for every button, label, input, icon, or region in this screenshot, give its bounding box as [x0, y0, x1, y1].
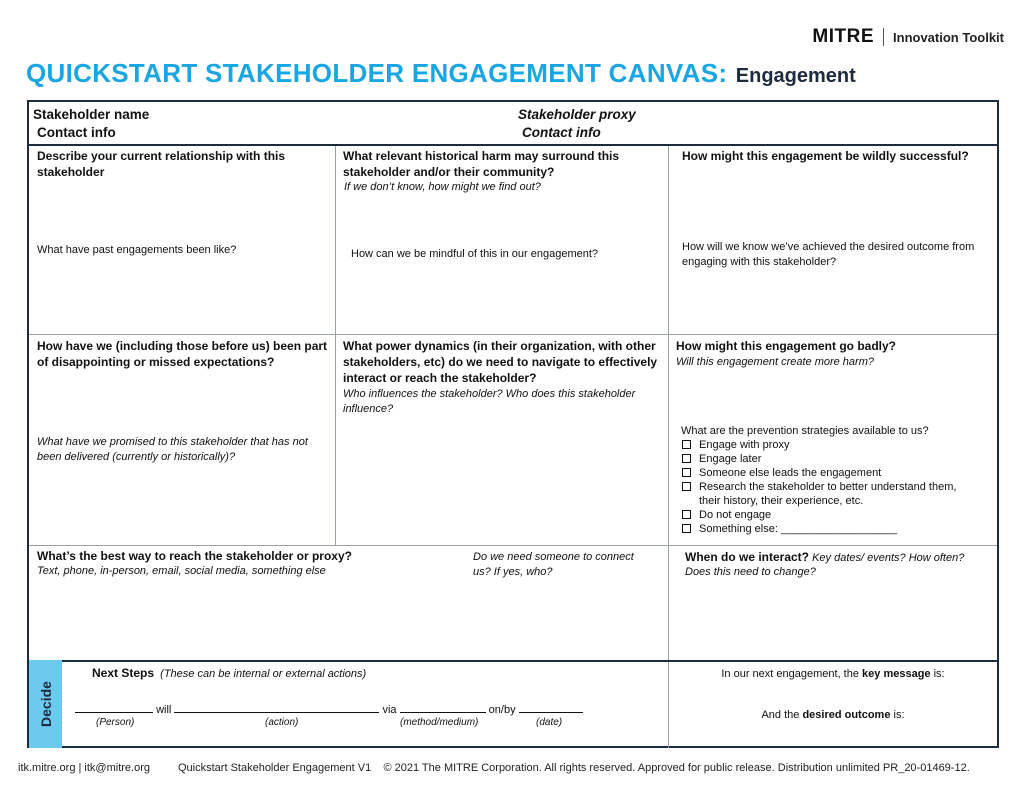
checkbox-icon[interactable] [682, 510, 691, 519]
prevention-checklist [680, 438, 980, 536]
checkbox-icon[interactable] [682, 482, 691, 491]
undelivered-promises-hint: What have we promised to this stakeholder that has not been delivered (currently or historically)? [37, 436, 308, 463]
date-caption: (date) [536, 717, 563, 728]
date-blank[interactable] [519, 702, 583, 713]
brand-subtitle: Innovation Toolkit [893, 29, 1004, 45]
engagement-canvas [27, 100, 999, 748]
will-word: will [156, 704, 172, 716]
onby-word: on/by [488, 704, 516, 716]
col-divider-2 [668, 146, 669, 660]
mitre-logo: MITRE [812, 26, 875, 47]
divider-row2 [29, 545, 997, 546]
success-measure-prompt: How will we know we’ve achieved the desired outcome from engaging with this stakeholder? [682, 241, 975, 268]
when-interact [685, 549, 995, 566]
mindful-prompt: How can we be mindful of this in our engagement? [351, 248, 599, 260]
prevention-option[interactable]: Someone else leads the engagement [680, 466, 980, 480]
when-interact-question: When do we interact? [685, 550, 810, 564]
checkbox-icon[interactable] [682, 440, 691, 449]
change-hint: Does this need to change? [685, 566, 816, 578]
proxy-contact-info-label: Contact info [522, 125, 601, 140]
person-blank[interactable] [75, 702, 153, 713]
checkbox-icon[interactable] [682, 454, 691, 463]
footer-notice: Quickstart Stakeholder Engagement V1 © 2021 The MITRE Corporation. All rights reserved. Approved for public release. Distribution unlimited PR_20-01469-12. [178, 762, 970, 774]
power-dynamics-question: What power dynamics (in their organization, with other stakeholders, etc) do we need to navigate to effectively interact or reach the stakeholder? [343, 339, 658, 385]
prevention-prompt: What are the prevention strategies available to us? [681, 425, 929, 437]
divider-row1 [29, 334, 997, 335]
next-steps [92, 665, 366, 682]
desired-outcome-prompt: And the desired outcome is: [761, 709, 905, 721]
key-message-prompt: In our next engagement, the key message is: [721, 668, 945, 680]
person-caption: (Person) [96, 717, 135, 728]
prevention-option[interactable]: Engage with proxy [680, 438, 980, 452]
checkbox-icon[interactable] [682, 524, 691, 533]
via-word: via [382, 704, 397, 716]
action-caption: (action) [265, 717, 299, 728]
brand-divider [883, 28, 884, 46]
next-steps-sentence [75, 702, 583, 718]
contact-info-label: Contact info [37, 125, 116, 140]
divider-decide [29, 660, 997, 662]
reach-methods-hint: Text, phone, in-person, email, social media, something else [37, 565, 326, 577]
connector-hint: Do we need someone to connect us? If yes, who? [473, 551, 634, 578]
go-badly-question: How might this engagement go badly? [676, 339, 897, 353]
title-main: QUICKSTART STAKEHOLDER ENGAGEMENT CANVAS: [26, 58, 728, 88]
prevention-option[interactable]: Do not engage [680, 508, 980, 522]
decide-label: Decide [37, 681, 54, 727]
title-sub: Engagement [735, 65, 856, 87]
key-dates-hint: Key dates/ events? How often? [812, 552, 965, 564]
decide-tab [29, 660, 62, 748]
more-harm-hint: Will this engagement create more harm? [676, 356, 874, 368]
action-blank[interactable] [174, 702, 379, 713]
influence-hint: Who influences the stakeholder? Who does this stakeholder influence? [343, 388, 636, 415]
prevention-option[interactable]: Engage later [680, 452, 980, 466]
success-question: How might this engagement be wildly successful? [682, 149, 969, 163]
historical-harm-question: What relevant historical harm may surround this stakeholder and/or their community? [343, 149, 620, 179]
reach-question: What’s the best way to reach the stakeholder or proxy? [37, 549, 352, 563]
past-engagements-prompt: What have past engagements been like? [37, 244, 237, 256]
desired-outcome-emphasis: desired outcome [802, 709, 891, 721]
key-message-emphasis: key message [862, 668, 931, 680]
checkbox-icon[interactable] [682, 468, 691, 477]
historical-harm-hint: If we don’t know, how might we find out? [344, 181, 541, 193]
brand [812, 26, 1004, 48]
col-divider-1 [335, 146, 336, 546]
relationship-question: Describe your current relationship with this stakeholder [37, 149, 286, 179]
divider-header [29, 144, 997, 146]
prevention-option[interactable]: Something else: ___________________ [680, 522, 980, 536]
disappointment-question: How have we (including those before us) been part of disappointing or missed expectations? [37, 339, 328, 369]
prevention-option[interactable]: Research the stakeholder to better understand them, their history, their experience, etc. [680, 480, 980, 508]
method-blank[interactable] [400, 702, 486, 713]
next-steps-note: (These can be internal or external actions) [160, 668, 367, 680]
page-title [26, 58, 856, 89]
stakeholder-proxy-label: Stakeholder proxy [518, 107, 636, 122]
method-caption: (method/medium) [400, 717, 479, 728]
footer-contact: itk.mitre.org | itk@mitre.org [18, 762, 150, 774]
stakeholder-name-label: Stakeholder name [33, 107, 150, 122]
next-steps-label: Next Steps [92, 666, 155, 680]
